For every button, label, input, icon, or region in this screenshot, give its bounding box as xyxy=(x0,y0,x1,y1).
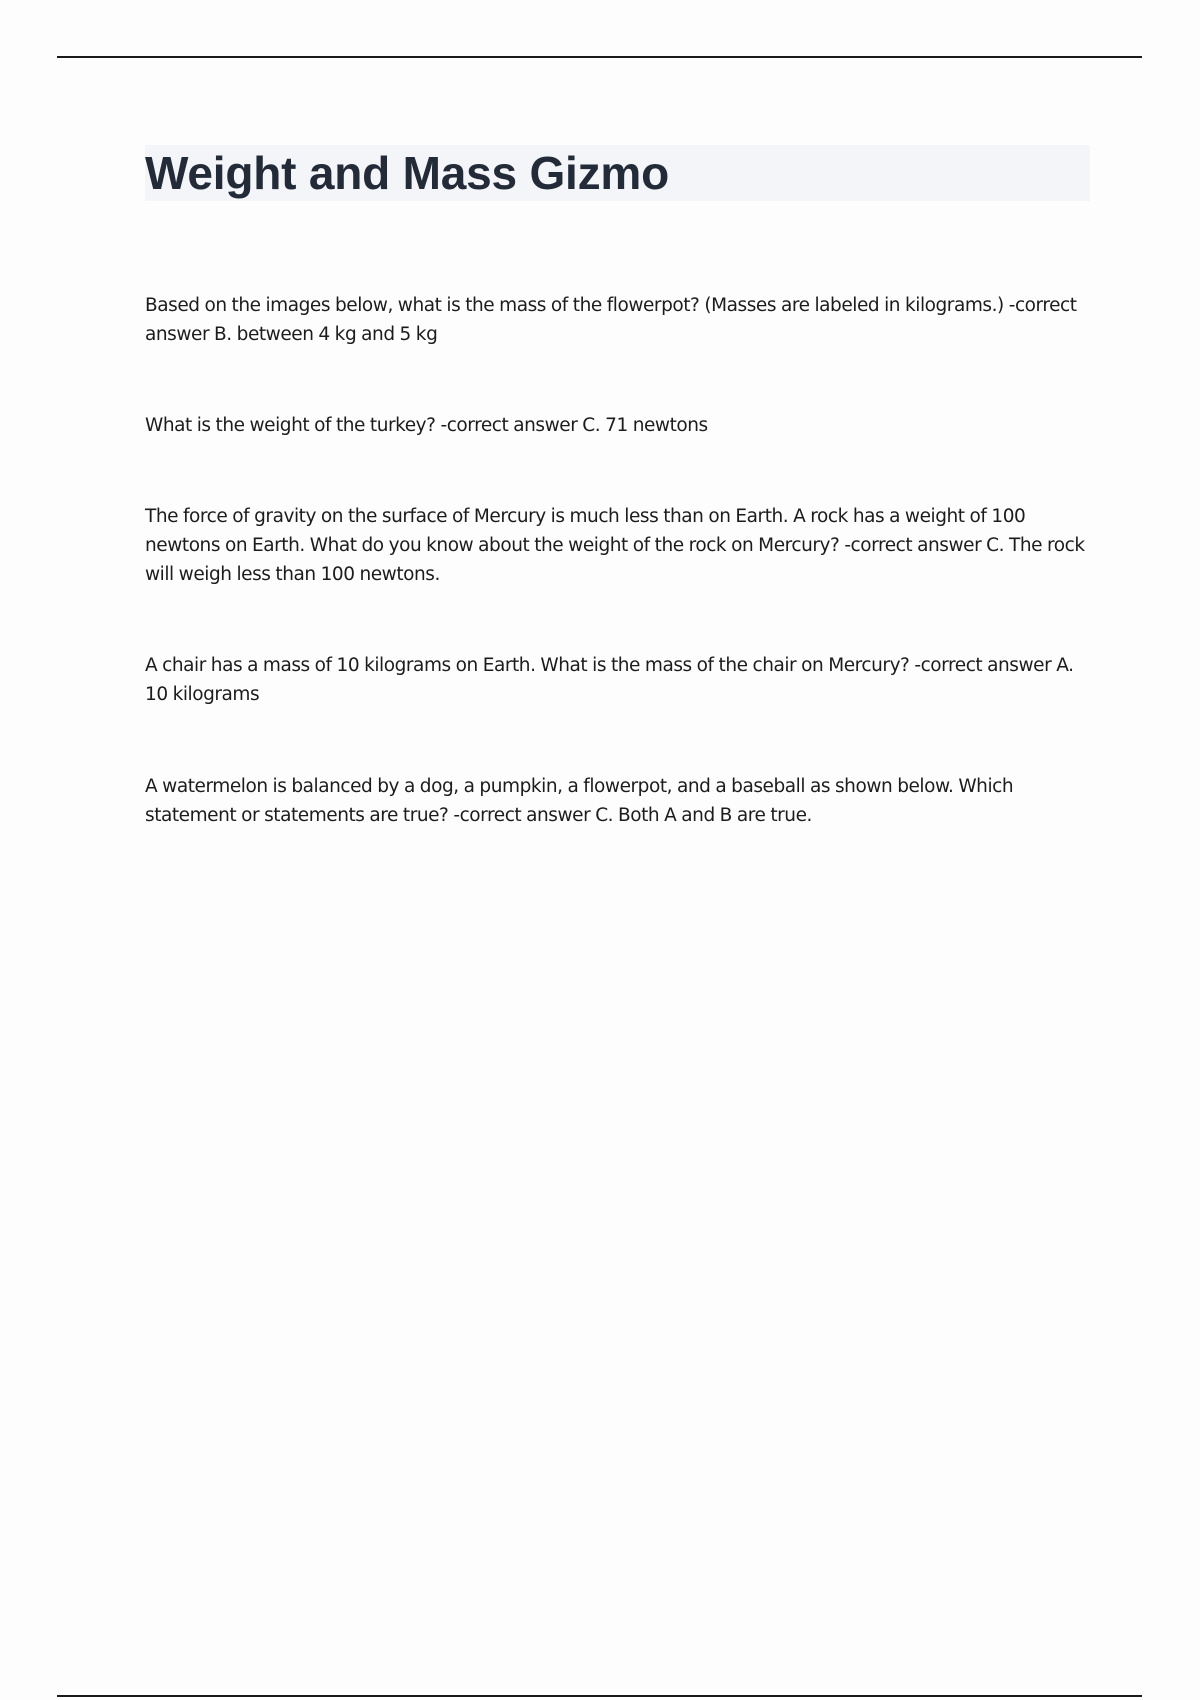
question-answer-item: Based on the images below, what is the mass of the flowerpot? (Masses are labeled in kilograms.) -correct answer B. between 4 kg and 5 kg xyxy=(145,295,1077,345)
top-divider xyxy=(57,56,1142,58)
question-answer-item: What is the weight of the turkey? -correct answer C. 71 newtons xyxy=(145,415,708,436)
question-answer-item: The force of gravity on the surface of Mercury is much less than on Earth. A rock has a weight of 100 newtons on Earth. What do you know about the weight of the rock on Mercury? -correct answer C. The rock will weigh less than 100 newtons. xyxy=(145,506,1085,585)
bottom-divider xyxy=(57,1695,1142,1697)
page-title: Weight and Mass Gizmo xyxy=(145,147,670,199)
question-answer-item: A watermelon is balanced by a dog, a pumpkin, a flowerpot, and a baseball as shown below. Which statement or statements are true? -correct answer C. Both A and B are true. xyxy=(145,776,1014,826)
question-answer-item: A chair has a mass of 10 kilograms on Earth. What is the mass of the chair on Mercury? -correct answer A. 10 kilograms xyxy=(145,655,1074,705)
